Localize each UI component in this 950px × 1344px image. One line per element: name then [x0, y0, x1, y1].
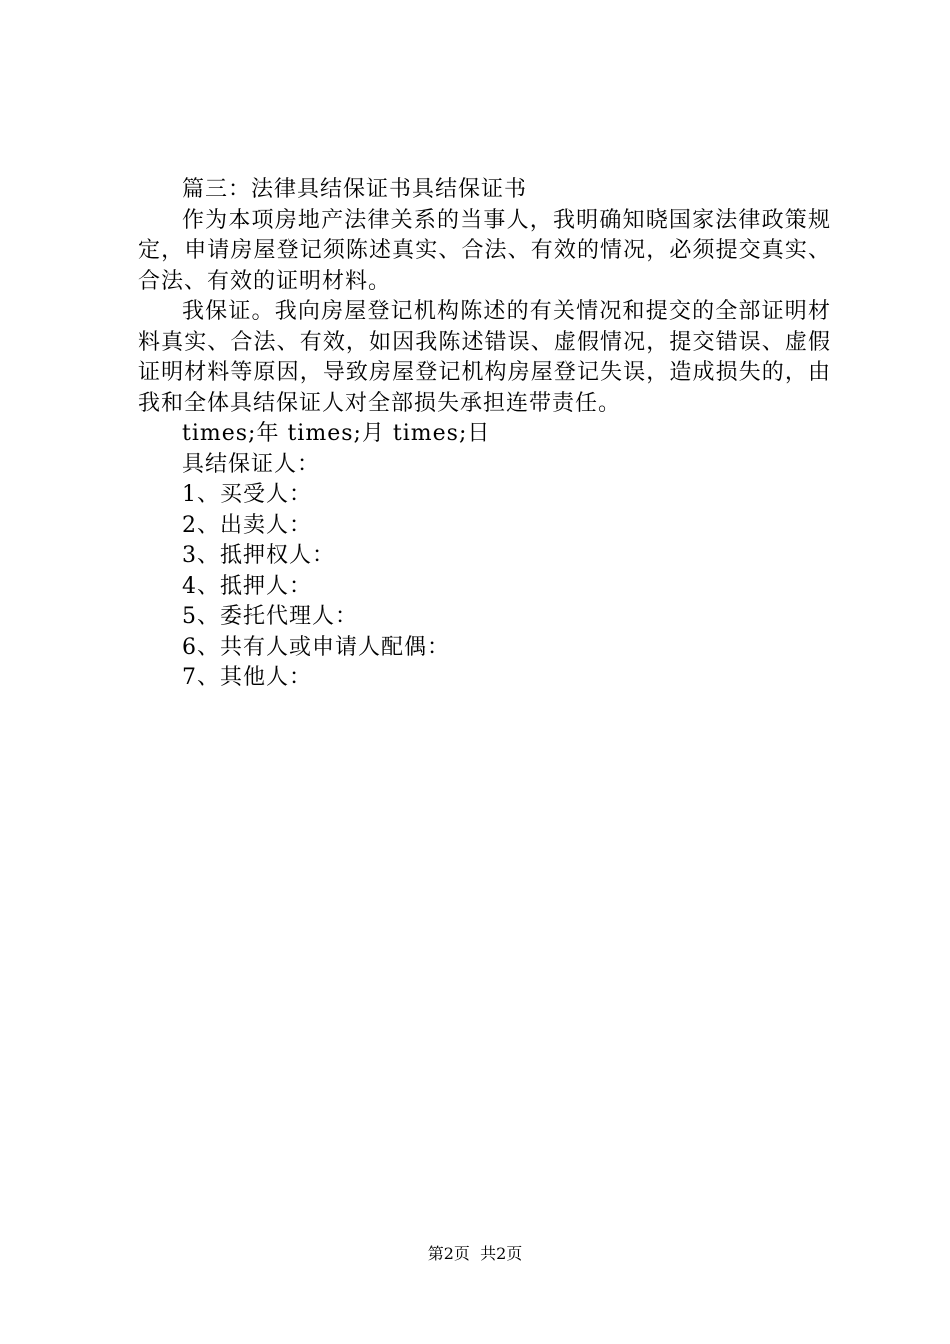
signer-item-co-owner: 6、共有人或申请人配偶：: [182, 634, 450, 660]
signer-item-buyer: 1、买受人：: [182, 482, 312, 507]
document-body: [138, 175, 831, 694]
signer-item-seller: 2、出卖人：: [182, 512, 312, 538]
page-footer: [0, 1244, 950, 1264]
date-line: times;年 times;月 times;日: [182, 421, 491, 446]
paragraph-guarantee: 我保证。我向房屋登记机构陈述的有关情况和提交的全部证明材料真实、合法、有效，如因我陈述错误、虚假情况，提交错误、虚假证明材料等原因，导致房屋登记机构房屋登记失误，造成损失的，由我和全体具结保证人对全部损失承担连带责任。: [138, 299, 831, 416]
signer-item-agent: 5、委托代理人：: [182, 604, 358, 629]
signers-heading: 具结保证人：: [182, 451, 321, 477]
paragraph-declaration: 作为本项房地产法律关系的当事人，我明确知晓国家法律政策规定，申请房屋登记须陈述真实、合法、有效的情况，必须提交真实、合法、有效的证明材料。: [138, 207, 831, 294]
signer-item-mortgagee: 3、抵押权人：: [182, 543, 335, 568]
document-heading: 篇三：法律具结保证书具结保证书: [182, 177, 528, 202]
page-indicator: 第2页 共2页: [427, 1244, 523, 1263]
signer-item-mortgagor: 4、抵押人：: [182, 573, 312, 599]
signer-item-other: 7、其他人：: [182, 665, 312, 690]
